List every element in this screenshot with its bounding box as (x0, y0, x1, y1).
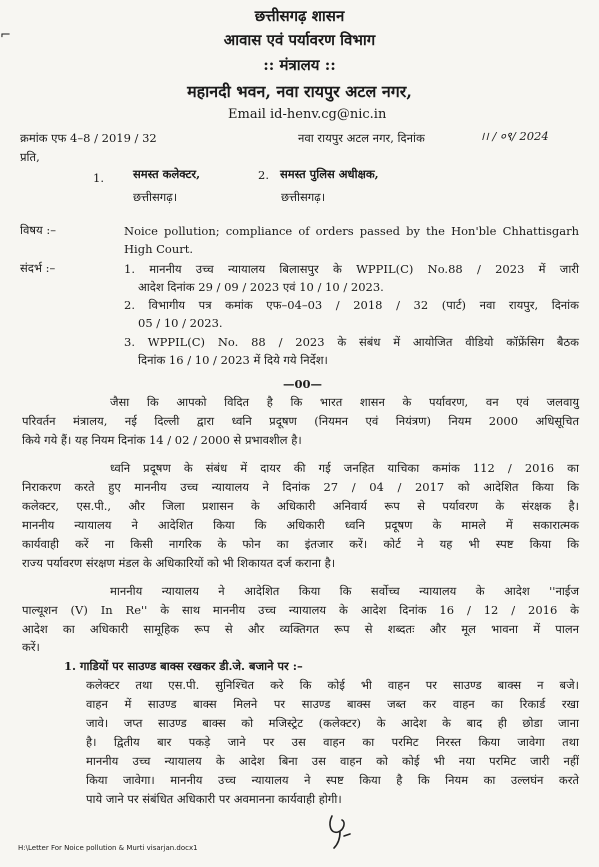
point-1-line-5: माननीय उच्च न्यायालय के आदेश बिना उस वाहन को कोई भी नया परमिट जारी नहीं (86, 754, 579, 768)
recipient-2-place: छत्तीसगढ़। (281, 190, 326, 204)
point-1-line-1: कलेक्टर तथा एस.पी. सुनिश्चित करे कि कोई भी वाहन पर साउण्ड बाक्स न बजे। (86, 678, 579, 692)
para1-line-2: परिवर्तन मंत्रालय, नई दिल्ली द्वारा ध्वनि प्रदूषण (नियमन एवं नियंत्रण) नियम 2000 अधिसूचित (22, 414, 579, 428)
para2-line-1: ध्वनि प्रदूषण के संबंध में दायर की गई जनहित याचिका कमांक 112 / 2016 का (110, 461, 579, 475)
reference-label: संदर्भ :– (20, 261, 56, 275)
point-1-line-4: है। द्वितीय बार पकड़े जाने पर उस वाहन का परमिट निरस्त किया जावेगा तथा (86, 735, 579, 749)
divider: —00— (283, 377, 323, 391)
handwritten-date: ।। / ०९/ 2024 (480, 129, 549, 143)
address-heading: महानदी भवन, नवा रायपुर अटल नगर, (187, 82, 412, 101)
state-government-heading: छत्तीसगढ़ शासन (254, 7, 345, 25)
recipient-1-place: छत्तीसगढ़। (133, 190, 178, 204)
place-date: नवा रायपुर अटल नगर, दिनांक (298, 131, 425, 145)
subject-line-1: Noice pollution; compliance of orders passed by the Hon'ble Chhattisgarh (124, 224, 579, 238)
para2-line-3: कलेक्टर, एस.पी., और जिला प्रशासन के अधिकारी अनिवार्य रूप से पर्यावरण के संरक्षक है। (22, 499, 579, 513)
reference-1-line-1: 1. माननीय उच्च न्यायालय बिलासपुर के WPPIL(C) No.88 / 2023 में जारी (124, 262, 579, 276)
recipient-2-title: समस्त पुलिस अधीक्षक, (280, 167, 379, 181)
subject-line-2: High Court. (124, 242, 194, 256)
para3-line-1: माननीय न्यायालय ने आदेशित किया कि सर्वोच्च न्यायालय के आदेश ''नाईज (110, 584, 579, 598)
point-1-line-3: जावे। जप्त साउण्ड बाक्स को मजिस्ट्रेट (कलेक्टर) के आदेश के बाद ही छोडा जाना (86, 716, 579, 730)
para3-line-4: करें। (22, 640, 40, 654)
para2-line-4: माननीय न्यायालय ने आदेशित किया कि अधिकारी ध्वनि प्रदूषण के मामले में सकारात्मक (22, 518, 579, 532)
point-1-line-6: किया जावेगा। माननीय उच्च न्यायालय ने स्पष्ट किया है कि नियम का उल्लघंन करते (86, 773, 579, 787)
recipient-1-number: 1. (93, 171, 104, 185)
reference-3-line-2: दिनांक 16 / 10 / 2023 में दिये गये निर्देश। (138, 353, 328, 367)
para2-line-2: निराकरण करते हुए माननीय उच्च न्यायालय ने दिनांक 27 / 04 / 2017 को आदेशित किया कि (22, 480, 579, 494)
email-line: Email id-henv.cg@nic.in (228, 107, 387, 122)
footer-file-path: H:\Letter For Noice pollution & Murti visarjan.docx1 (18, 844, 198, 852)
para1-line-3: किये गये हैं। यह नियम दिनांक 14 / 02 / 2000 से प्रभावशील है। (22, 433, 302, 447)
reference-2-line-1: 2. विभागीय पत्र कमांक एफ–04–03 / 2018 / 32 (पार्ट) नवा रायपुर, दिनांक (124, 298, 579, 312)
para3-line-2: पाल्यूशन (V) In Re'' के साथ माननीय उच्च न्यायालय के आदेश दिनांक 16 / 12 / 2016 के (22, 603, 579, 617)
para1-line-1: जैसा कि आपको विदित है कि भारत शासन के पर्यावरण, वन एवं जलवायु (110, 395, 579, 409)
reference-2-line-2: 05 / 10 / 2023. (138, 316, 223, 330)
prati-label: प्रति, (20, 150, 40, 164)
point-1-heading: 1. गाडियों पर साउण्ड बाक्स रखकर डी.जे. बजाने पर :– (64, 659, 303, 673)
para2-line-5: कार्यवाही करें ना किसी नागरिक के फोन का इंतजार करें। कोर्ट ने यह भी स्पष्ट किया कि (22, 537, 579, 551)
signature-mark (326, 810, 356, 852)
para3-line-3: आदेश का अधिकारी सामूहिक रूप से और व्यक्तिगत रूप से शब्दतः और मूल भावना में पालन (22, 622, 579, 636)
recipient-1-title: समस्त कलेक्टर, (133, 167, 201, 181)
subject-label: विषय :– (20, 223, 56, 237)
secretariat-heading: :: मंत्रालय :: (263, 56, 336, 74)
para2-line-6: राज्य पर्यावरण संरक्षण मंडल के अधिकारियों को भी शिकायत दर्ज कराना है। (22, 556, 336, 570)
reference-3-line-1: 3. WPPIL(C) No. 88 / 2023 के संबंध में आयोजित वीडियो कॉफ्रेंसिग बैठक (124, 335, 579, 349)
margin-mark: ⌐ (0, 28, 11, 43)
department-heading: आवास एवं पर्यावरण विभाग (223, 31, 376, 49)
letter-number: क्रमांक एफ 4–8 / 2019 / 32 (20, 131, 157, 145)
reference-1-line-2: आदेश दिनांक 29 / 09 / 2023 एवं 10 / 10 / 2023. (138, 280, 384, 294)
recipient-2-number: 2. (258, 168, 269, 182)
point-1-line-2: वाहन में साउण्ड बाक्स मिलने पर साउण्ड बाक्स जब्त कर वाहन का रिकार्ड रखा (86, 697, 579, 711)
point-1-line-7: पाये जाने पर संबंधित अधिकारी पर अवमानना कार्यवाही होगी। (86, 792, 342, 806)
